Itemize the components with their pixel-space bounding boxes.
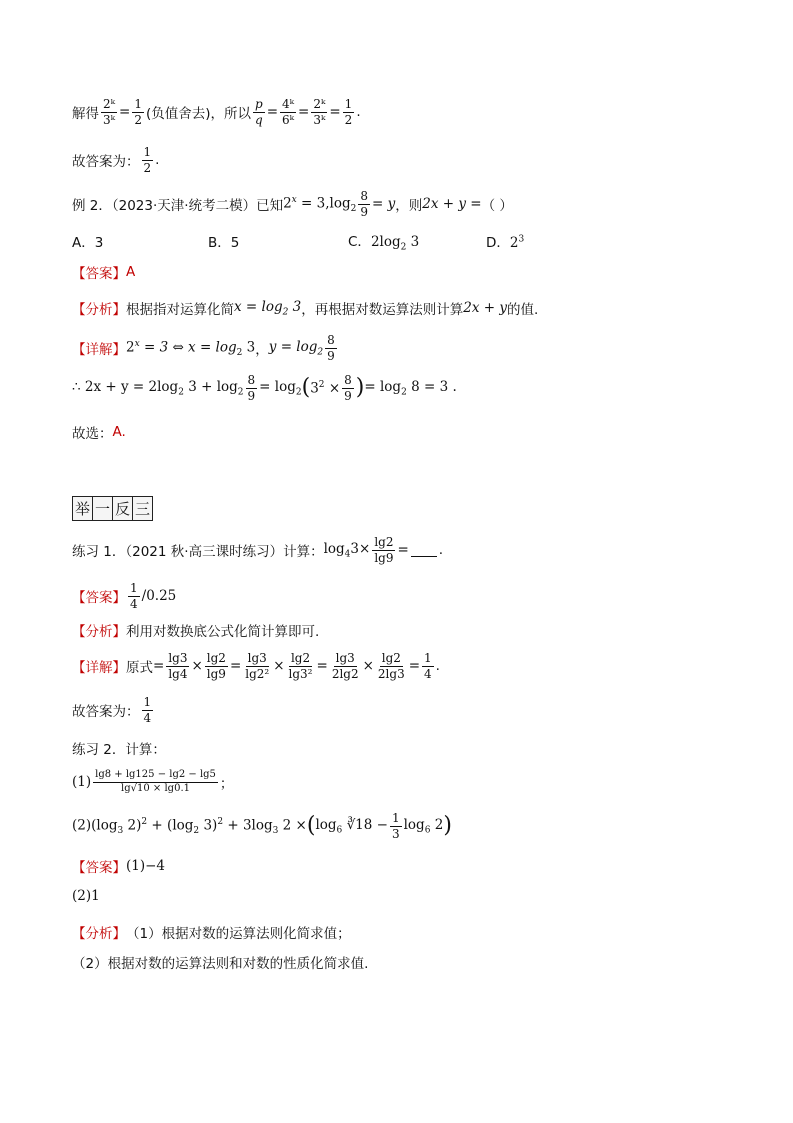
- fraction: $\frac{1}{4}$: [143, 695, 152, 725]
- text: ；: [219, 776, 234, 792]
- question-label: 练习 1．（2021 秋·高三课时练习）计算：: [72, 544, 324, 561]
- period: .: [155, 152, 160, 169]
- fraction: $\frac{8}{9}$: [247, 373, 256, 403]
- fraction: $\frac{1}{2}$: [143, 145, 152, 175]
- text: 解得: [72, 106, 99, 123]
- math: $(2)(\log_3$ $2)^2 + (\log_2$ $3)^2 + 3\log_3$ 2 ×: [72, 816, 307, 836]
- answer-value-1: (1)−4: [126, 858, 166, 874]
- math: = $\log_2 8 = 3$ .: [364, 378, 457, 398]
- math: = y: [372, 196, 396, 213]
- analysis-3: [72, 922, 351, 942]
- math: ∴ $2x + y = 2\log_2$ $3 + \log_2$: [72, 378, 244, 398]
- text: ，则: [395, 198, 423, 215]
- question-label: 例 2．（2023·天津·统考二模）已知: [72, 198, 284, 215]
- analysis-tag: 【分析】: [72, 926, 126, 942]
- answer-tag: 【答案】: [72, 590, 126, 607]
- fraction: $\frac{p}{q}$: [255, 97, 263, 127]
- fraction: $\frac{\text{2ᵏ}}{\text{3ᵏ}}$: [313, 97, 326, 127]
- math: $x = \log_2 3$: [234, 298, 302, 318]
- math: 2x + y: [463, 300, 507, 316]
- answer-3: [72, 856, 165, 876]
- answer-alt: /0.25: [141, 588, 177, 605]
- math: $y = \log_2$: [268, 338, 324, 358]
- text: 故答案为：: [72, 704, 140, 721]
- equals: =: [397, 542, 409, 559]
- text: (负值舍去)，所以: [145, 106, 252, 123]
- text: 原式: [126, 660, 153, 677]
- fraction: $\frac{\lg 3}{\text{lg2²}}$: [245, 651, 270, 681]
- math: $\log_6$ ∛18 −: [315, 816, 388, 836]
- choose-line: [72, 422, 126, 442]
- math: 2x + y =: [422, 196, 482, 213]
- practice-2-question: [72, 738, 166, 758]
- text: ，再根据对数运算法则计算: [301, 302, 464, 318]
- part-label: (1): [72, 774, 92, 790]
- fraction: $\frac{\text{2ᵏ}}{\text{3ᵏ}}$: [103, 97, 116, 127]
- fraction: $\frac{1}{2}$: [134, 97, 142, 127]
- fraction: $\frac{1}{2}$: [344, 97, 353, 127]
- solution-line-1: 解得 $\frac{\text{2ᵏ}}{\text{3ᵏ}}$ = $\frac{1}{2}$ (负值舍去)，所以 $\frac{p}{q}$ = $\frac{\text{4ᵏ}}{\text{6ᵏ}}$ = $\frac{\text{2ᵏ}}{\text{3ᵏ}}$ = $\frac{1}{2}$ .: [72, 97, 361, 127]
- options-row: [72, 230, 632, 253]
- fraction: $\frac{\lg 8 + \lg 125 - \lg 2 - \lg 5}{\lg√10 \times \lg 0.1}$: [95, 769, 216, 794]
- math: = $\log_2$: [259, 378, 302, 398]
- section-char: 三: [133, 497, 152, 520]
- answer-2: [72, 582, 176, 610]
- analysis-2: [72, 620, 319, 640]
- analysis-1: [72, 298, 538, 318]
- text: 根据指对运算化简: [126, 302, 234, 318]
- period: .: [435, 658, 440, 675]
- fraction: $\frac{\lg 2}{2\lg 3}$: [377, 651, 405, 681]
- answer-value-2: (2)1: [72, 888, 100, 904]
- option-d: D．$2^3$: [486, 234, 525, 252]
- fraction: $\frac{\text{4ᵏ}}{\text{6ᵏ}}$: [282, 97, 295, 127]
- detail-2: ∴ $2x + y = 2\log_2$ $3 + \log_2$ $\frac{8}{9}$ = $\log_2$ ( $3^2$ × $\frac{8}{9}$ ) = $\log_2 8 = 3$ .: [72, 373, 457, 403]
- answer-tag: 【答案】: [72, 860, 126, 876]
- analysis-3-line-2: [72, 952, 368, 972]
- analysis-tag: 【分析】: [72, 302, 126, 318]
- fraction: $\frac{1}{4}$: [130, 581, 138, 611]
- option-a: A．3: [72, 235, 104, 252]
- fraction: $\frac{\lg 3}{\lg 4}$: [168, 651, 188, 681]
- answer-1: [72, 262, 135, 282]
- text: 故答案为：: [72, 154, 140, 171]
- practice-1-question: [72, 536, 443, 564]
- detail-1: [72, 334, 339, 362]
- section-heading: [72, 496, 153, 521]
- detail-tag: 【详解】: [72, 342, 126, 359]
- text: （2）根据对数的运算法则和对数的性质化简求值.: [72, 956, 369, 972]
- choose-value: A.: [112, 424, 126, 440]
- answer-blank: [411, 544, 437, 557]
- fraction: $\frac{\lg 2}{\lg 9}$: [374, 535, 394, 565]
- period: .: [356, 104, 361, 121]
- option-c: C．$2\log_2$ 3: [348, 234, 420, 253]
- text: 的值.: [506, 302, 539, 318]
- section-box: [72, 496, 153, 521]
- option-b: B．5: [208, 235, 240, 252]
- question-label: 练习 2．计算：: [72, 742, 166, 758]
- math: $\log_43\times$: [323, 540, 371, 560]
- practice-2-part-2: $(2)(\log_3$ $2)^2 + (\log_2$ $3)^2 + 3\log_3$ 2 × ( $\log_6$ ∛18 − $\frac{1}{3}$ $\log_6 2$ ): [72, 811, 452, 841]
- answer-paren: （ ）: [481, 198, 513, 215]
- fraction: $\frac{8}{9}$: [360, 189, 368, 219]
- fraction: $\frac{\lg 3}{2\lg 2}$: [331, 651, 359, 681]
- fraction: $\frac{8}{9}$: [344, 373, 352, 403]
- fraction: $\frac{1}{4}$: [424, 651, 432, 681]
- answer-tag: 【答案】: [72, 266, 126, 282]
- section-char: 一: [93, 497, 113, 520]
- detail-tag: 【详解】: [72, 660, 126, 677]
- math: $3^2$ ×: [310, 379, 341, 397]
- answer-3-part-2: [72, 888, 100, 904]
- section-char: 举: [73, 497, 93, 520]
- answer-line-1: [72, 146, 159, 174]
- math: $\log_6 2$: [403, 816, 444, 836]
- analysis-tag: 【分析】: [72, 624, 126, 640]
- math: $2^x = 3$ ⇔ $x = \log_2 3$: [126, 338, 256, 358]
- text: 利用对数换底公式化简计算即可.: [126, 624, 320, 640]
- fraction: $\frac{\lg 2}{\lg 9}$: [206, 651, 226, 681]
- text: （1）根据对数的运算法则化简求值；: [126, 926, 351, 942]
- text: ，: [255, 342, 269, 359]
- detail-3: 【详解】 原式 = $\frac{\lg 3}{\lg 4}$ × $\frac{\lg 2}{\lg 9}$ = $\frac{\lg 3}{\text{lg2²}}$ × $\frac{\lg 2}{\text{lg3²}}$ = $\frac{\lg 3}{2\lg 2}$ × $\frac{\lg 2}{2\lg 3}$ = $\frac{1}{4}$ .: [72, 651, 440, 681]
- answer-value: A: [126, 264, 136, 280]
- fraction: $\frac{8}{9}$: [327, 333, 335, 363]
- section-char: 反: [113, 497, 133, 520]
- answer-line-2: [72, 696, 155, 724]
- example-2-question: [72, 190, 513, 218]
- practice-2-part-1: [72, 770, 233, 794]
- fraction: $\frac{1}{3}$: [391, 811, 400, 841]
- period: .: [438, 542, 444, 559]
- fraction: $\frac{\lg 2}{\text{lg3²}}$: [288, 651, 313, 681]
- math: $2^x = 3,\log_2$: [283, 194, 357, 214]
- text: 故选：: [72, 426, 113, 442]
